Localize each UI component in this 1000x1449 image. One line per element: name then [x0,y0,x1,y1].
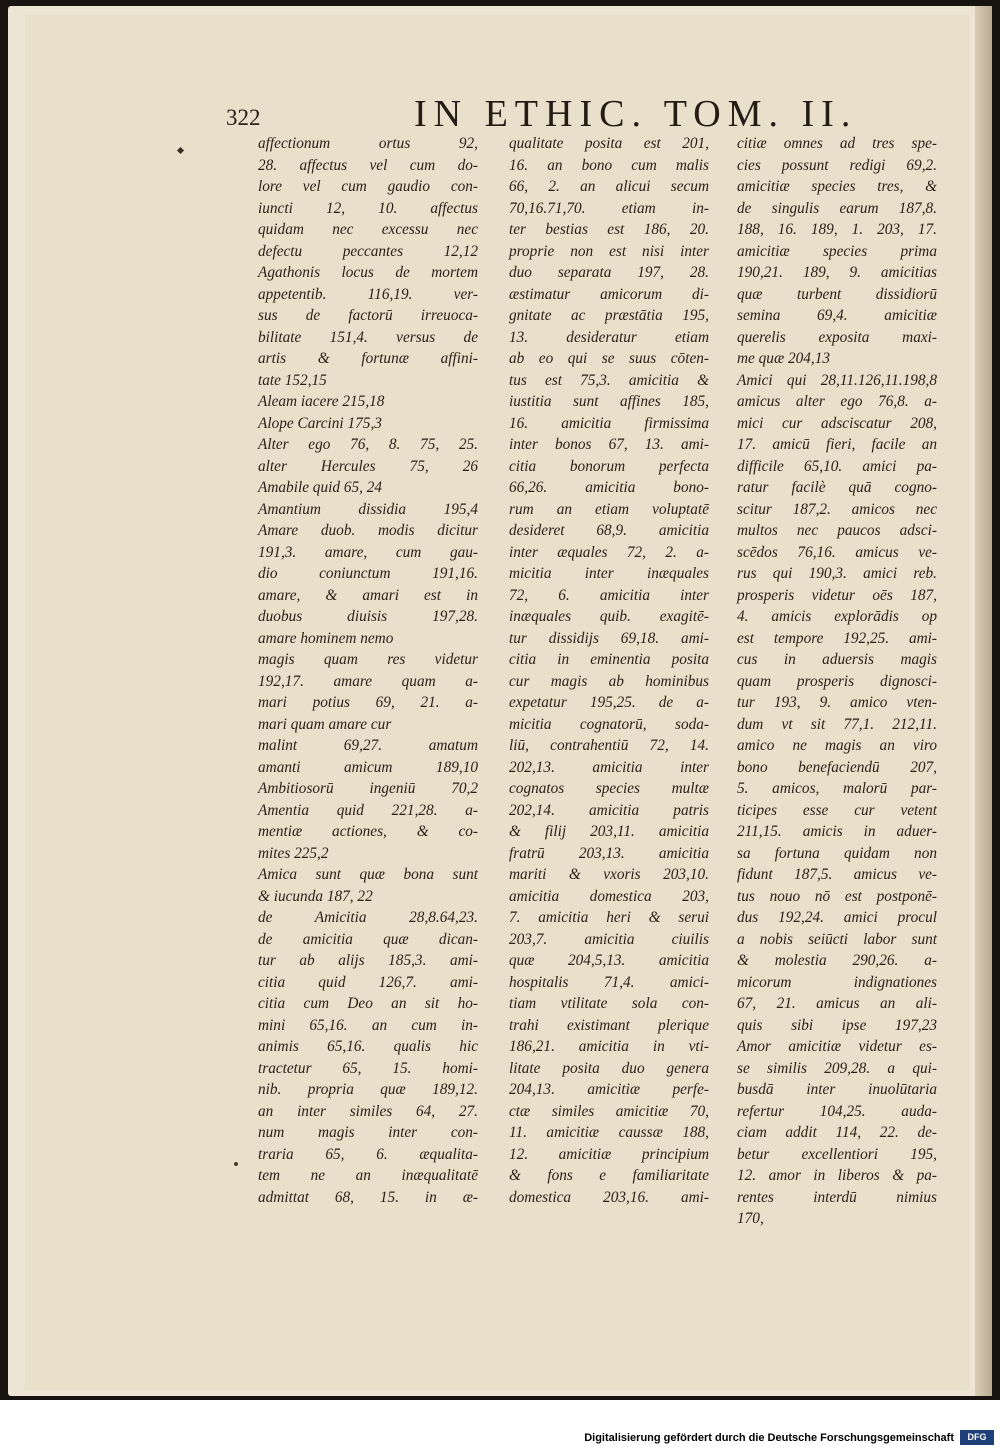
index-line: 11. amicitiæ caussæ 188, [509,1124,709,1141]
index-line: difficile 65,10. amici pa- [737,457,937,475]
index-line: sus de factorū irreuoca- [258,307,478,324]
index-line: & molestia 290,26. a- [737,952,937,969]
index-line: admittat 68, 15. in æ- [258,1188,478,1206]
index-line: gnitate ac præstātia 195, [509,307,709,324]
index-line: mini 65,16. an cum in- [258,1016,478,1034]
index-line: tate 152,15 [258,371,327,389]
index-line: tus nouo nō est postponē- [737,887,937,905]
ink-spot [234,1162,238,1166]
index-line: sa fortuna quidam non [737,844,937,862]
index-line: micitia cognatorū, soda- [509,715,709,733]
index-line: rentes interdū nimius [737,1188,937,1206]
index-line: 66, 2. an alicui secum [509,178,709,195]
index-line: se similis 209,28. a qui- [737,1059,937,1077]
index-line: micorum indignationes [737,973,937,991]
index-line: 191,3. amare, cum gau- [258,543,478,561]
dfg-logo: DFG [960,1430,994,1445]
index-line: Amor amicitiæ videtur es- [737,1038,937,1055]
index-line: magis quam res videtur [258,651,478,668]
index-line: 211,15. amicis in aduer- [737,823,937,840]
index-line: bilitate 151,4. versus de [258,328,478,346]
index-line: & fons e familiaritate [509,1167,709,1184]
index-line: Amici qui 28,11.126,11.198,8 [737,371,937,389]
index-line: tur 193, 9. amico vten- [737,694,937,711]
index-line: cies possunt redigi 69,2. [737,156,937,174]
index-line: inter æquales 72, 2. a- [509,543,709,561]
index-line: qualitate posita est 201, [509,135,709,152]
index-line: de Amicitia 28,8.64,23. [258,909,478,926]
index-line: prosperis videtur oēs 187, [737,586,937,604]
index-line: ciam addit 114, 22. de- [737,1124,937,1141]
index-line: duobus diuisis 197,28. [258,608,478,625]
index-line: Aleam iacere 215,18 [258,393,385,410]
index-line: querelis exposita maxi- [737,328,937,346]
index-line: inter bonos 67, 13. ami- [509,436,709,453]
index-line: an inter similes 64, 27. [258,1102,478,1120]
index-line: 13. desideratur etiam [509,328,709,346]
index-line: quæ turbent dissidiorū [737,285,937,303]
index-line: citia quid 126,7. ami- [258,973,478,991]
index-line: scēdos 76,16. amicus ve- [737,543,937,561]
index-line: 72, 6. amicitia inter [509,586,709,604]
index-line: trahi existimant plerique [509,1016,709,1034]
index-line: Amentia quid 221,28. a- [258,801,478,819]
index-line: 192,17. amare quam a- [258,672,478,690]
index-line: tem ne an inæqualitatē [258,1167,478,1184]
index-line: de singulis earum 187,8. [737,199,937,217]
running-title: IN ETHIC. TOM. II. [414,93,858,135]
index-line: cus in aduersis magis [737,651,937,668]
index-line: amare hominem nemo [258,629,394,647]
index-line: rum an etiam voluptatē [509,500,709,518]
index-line: fratrū 203,13. amicitia [509,844,709,862]
index-line: mariti & vxoris 203,10. [509,866,709,883]
index-column-1 [258,133,478,1208]
index-line: tus est 75,3. amicitia & [509,371,709,389]
index-column-3 [737,133,937,1230]
index-line: busdā inter inuolūtaria [737,1081,937,1098]
index-line: mici cur adsciscatur 208, [737,414,937,432]
index-line: dus 192,24. amici procul [737,909,937,926]
index-line: citia cum Deo an sit ho- [258,995,478,1012]
index-line: amicus alter ego 76,8. a- [737,393,937,410]
index-line: 203,7. amicitia ciuilis [509,930,709,948]
index-line: 16. amicitia firmissima [509,414,709,432]
index-line: amare, & amari est in [258,586,478,604]
index-line: liū, contrahentiū 72, 14. [509,737,709,754]
index-line: scitur 187,2. amicos nec [737,500,937,518]
index-line: citia in eminentia posita [509,651,709,668]
index-line: citia bonorum perfecta [509,457,709,475]
index-line: iustitia sunt affines 185, [509,393,709,410]
index-line: Amantium dissidia 195,4 [258,500,478,518]
page-edge-shadow [975,6,992,1396]
index-line: amico ne magis an viro [737,737,937,754]
index-line: affectionum ortus 92, [258,135,478,152]
index-line: num magis inter con- [258,1124,478,1141]
index-line: tur ab alijs 185,3. ami- [258,952,478,969]
index-line: malint 69,27. amatum [258,737,478,754]
index-line: appetentib. 116,19. ver- [258,285,478,303]
digitization-footer [0,1400,1000,1449]
index-line: citiæ omnes ad tres spe- [737,135,937,152]
index-line: cognatos species multæ [509,780,709,797]
index-line: lore vel cum gaudio con- [258,178,478,195]
index-line: nib. propria quæ 189,12. [258,1081,478,1098]
index-line: 202,13. amicitia inter [509,758,709,776]
index-line: dum vt sit 77,1. 212,11. [737,715,937,733]
index-line: semina 69,4. amicitiæ [737,307,937,324]
index-line: bono benefaciendū 207, [737,758,937,776]
index-line: de amicitia quæ dican- [258,930,478,948]
index-line: 190,21. 189, 9. amicitias [737,264,937,281]
index-line: Alter ego 76, 8. 75, 25. [258,436,478,453]
index-line: est tempore 192,25. ami- [737,629,937,647]
index-line: ab eo qui se suus cōten- [509,350,709,367]
index-line: ratur facilè quā cogno- [737,479,937,496]
index-line: 28. affectus vel cum do- [258,156,478,174]
index-line: Amica sunt quæ bona sunt [258,866,478,883]
index-line: ctæ similes amicitiæ 70, [509,1102,709,1120]
index-line: 70,16.71,70. etiam in- [509,199,709,217]
index-line: desideret 68,9. amicitia [509,522,709,539]
folio-number: 322 [226,105,261,130]
index-line: expetatur 195,25. de a- [509,694,709,711]
index-line: 188, 16. 189, 1. 203, 17. [737,221,937,238]
index-line: fidunt 187,5. amicus ve- [737,866,937,883]
index-line: amicitia domestica 203, [509,887,709,905]
index-line: inæquales quib. exagitē- [509,608,709,625]
index-line: ticipes esse cur vetent [737,801,937,819]
index-line: 66,26. amicitia bono- [509,479,709,496]
index-line: mari quam amare cur [258,715,392,733]
index-line: a nobis seiūcti labor sunt [737,930,937,948]
index-line: 67, 21. amicus an ali- [737,995,937,1012]
index-line: 202,14. amicitia patris [509,801,709,819]
index-line: traria 65, 6. æqualita- [258,1145,478,1163]
index-line: quæ 204,5,13. amicitia [509,952,709,969]
index-line: duo separata 197, 28. [509,264,709,281]
index-line: quam prosperis dignosci- [737,672,937,690]
index-line: mari potius 69, 21. a- [258,694,478,711]
index-line: 5. amicos, malorū par- [737,780,937,797]
index-line: amicitiæ species prima [737,242,937,260]
index-line: amicitiæ species tres, & [737,178,937,195]
index-line: & filij 203,11. amicitia [509,823,709,840]
index-line: æstimatur amicorum di- [509,285,709,303]
index-line: quidam nec excessu nec [258,221,478,238]
index-column-2 [509,133,709,1208]
index-line: dio coniunctum 191,16. [258,565,478,582]
index-line: & iucunda 187, 22 [258,887,373,905]
index-line: rus qui 190,3. amici reb. [737,565,937,582]
index-line: proprie non est nisi inter [509,242,709,260]
index-line: multos nec paucos adsci- [737,522,937,539]
index-line: alter Hercules 75, 26 [258,457,478,475]
index-line: tur dissidijs 69,18. ami- [509,629,709,647]
funding-credit: Digitalisierung gefördert durch die Deutsche Forschungsgemeinschaft [584,1432,954,1444]
index-line: Amare duob. modis dicitur [258,522,478,539]
index-line: tractetur 65, 15. homi- [258,1059,478,1077]
index-line: 12. amicitiæ principium [509,1145,709,1163]
index-line: Ambitiosorū ingeniū 70,2 [258,780,478,797]
index-line: micitia inter inæquales [509,565,709,582]
index-line: cur magis ab hominibus [509,672,709,690]
index-line: betur excellentiori 195, [737,1145,937,1163]
index-line: 204,13. amicitiæ perfe- [509,1081,709,1098]
index-line: Alope Carcini 175,3 [258,414,382,432]
index-line: Agathonis locus de mortem [258,264,478,281]
index-line: artis & fortunæ affini- [258,350,478,367]
index-line: 186,21. amicitia in vti- [509,1038,709,1055]
index-line: 170, [737,1210,764,1227]
index-line: animis 65,16. qualis hic [258,1038,478,1055]
index-line: 16. an bono cum malis [509,156,709,174]
index-line: quis sibi ipse 197,23 [737,1016,937,1034]
index-line: mentiæ actiones, & co- [258,823,478,840]
index-line: tiam vtilitate sola con- [509,995,709,1012]
index-line: 12. amor in liberos & pa- [737,1167,937,1184]
index-line: mites 225,2 [258,844,329,862]
index-line: 7. amicitia heri & serui [509,909,709,926]
index-line: defectu peccantes 12,12 [258,242,478,260]
index-line: hospitalis 71,4. amici- [509,973,709,991]
index-line: 4. amicis explorādis op [737,608,937,625]
index-line: me quæ 204,13 [737,350,831,367]
index-line: refertur 104,25. auda- [737,1102,937,1120]
index-line: Amabile quid 65, 24 [258,479,383,496]
index-line: amanti amicum 189,10 [258,758,478,776]
index-line: ter bestias est 186, 20. [509,221,709,238]
index-line: 17. amicū fieri, facile an [737,436,937,453]
index-line: iuncti 12, 10. affectus [258,199,478,217]
index-line: litate posita duo genera [509,1059,709,1077]
index-line: domestica 203,16. ami- [509,1188,709,1206]
